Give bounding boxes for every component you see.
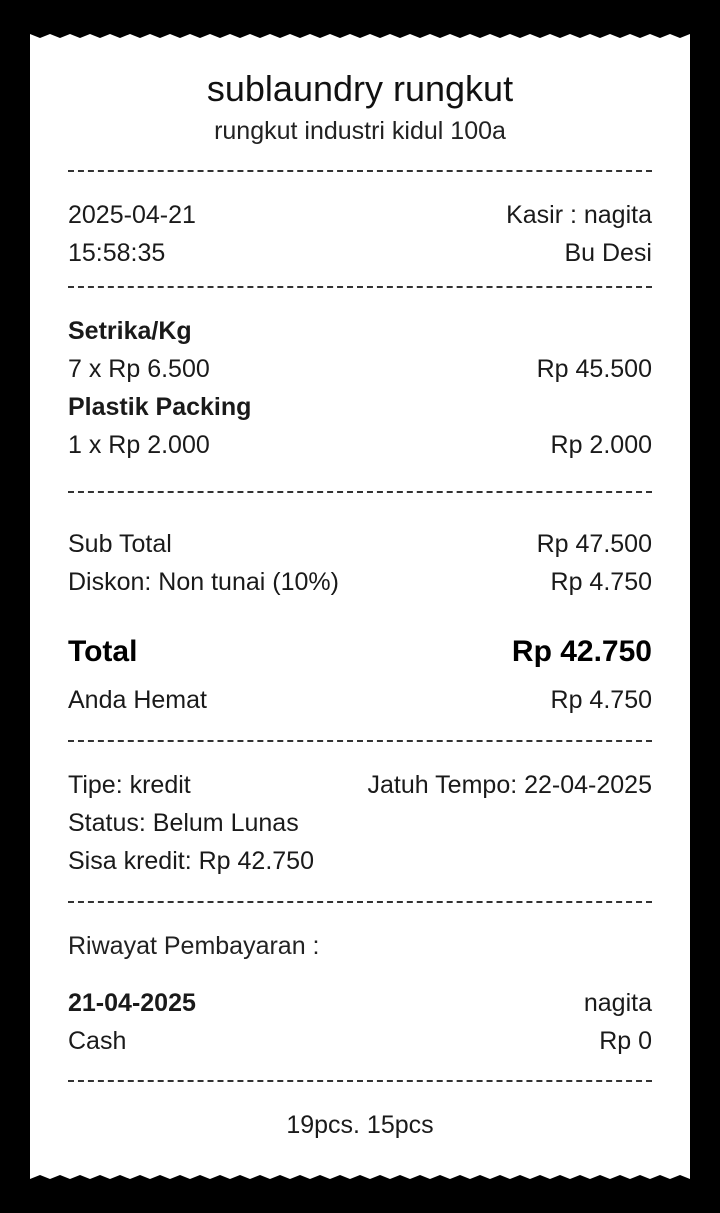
item-name-label: Setrika/Kg (68, 317, 192, 345)
history-amount: Rp 0 (599, 1027, 652, 1055)
subtotal-label: Sub Total (68, 530, 172, 558)
divider (68, 740, 652, 742)
item-name (68, 316, 652, 346)
receipt (30, 30, 690, 1183)
item-subtotal: Rp 45.500 (536, 355, 652, 383)
total-value: Rp 42.750 (511, 635, 652, 668)
discount-label: Diskon: Non tunai (10%) (68, 568, 339, 596)
shop-name: sublaundry rungkut (206, 68, 514, 109)
divider (68, 901, 652, 903)
divider (68, 491, 652, 493)
item-line (68, 354, 652, 384)
customer-name: Bu Desi (564, 239, 652, 267)
item-line (68, 430, 652, 460)
shop-address: rungkut industri kidul 100a (214, 117, 506, 145)
divider (68, 170, 652, 172)
footer-note: 19pcs. 15pcs (286, 1111, 434, 1139)
payment-status: Status: Belum Lunas (68, 809, 299, 837)
saved-value: Rp 4.750 (550, 686, 652, 714)
item-qty-price: 1 x Rp 2.000 (68, 431, 210, 459)
discount-row (68, 567, 652, 597)
payment-row (68, 770, 652, 800)
saved-label: Anda Hemat (68, 686, 207, 714)
history-method: Cash (68, 1027, 127, 1055)
item-subtotal: Rp 2.000 (550, 431, 652, 459)
receipt-date: 2025-04-21 (68, 201, 196, 229)
subtotal-value: Rp 47.500 (536, 530, 652, 558)
history-date: 21-04-2025 (68, 989, 196, 1017)
remaining-credit: Sisa kredit: Rp 42.750 (68, 847, 314, 875)
receipt-time: 15:58:35 (68, 239, 166, 267)
history-entry-header (68, 988, 652, 1018)
due-date: Jatuh Tempo: 22-04-2025 (367, 771, 652, 799)
discount-value: Rp 4.750 (550, 568, 652, 596)
saved-row (68, 685, 652, 715)
total-row (68, 634, 652, 670)
meta-row-1 (68, 200, 652, 230)
history-title: Riwayat Pembayaran : (68, 932, 320, 960)
history-cashier: nagita (583, 989, 652, 1017)
total-label: Total (68, 635, 138, 668)
divider (68, 286, 652, 288)
history-entry-detail (68, 1026, 652, 1056)
item-qty-price: 7 x Rp 6.500 (68, 355, 210, 383)
item-name (68, 392, 652, 422)
divider (68, 1080, 652, 1082)
payment-type: Tipe: kredit (68, 771, 191, 799)
subtotal-row (68, 529, 652, 559)
item-name-label: Plastik Packing (68, 393, 252, 421)
meta-row-2 (68, 238, 652, 268)
cashier-name: Kasir : nagita (506, 201, 652, 229)
